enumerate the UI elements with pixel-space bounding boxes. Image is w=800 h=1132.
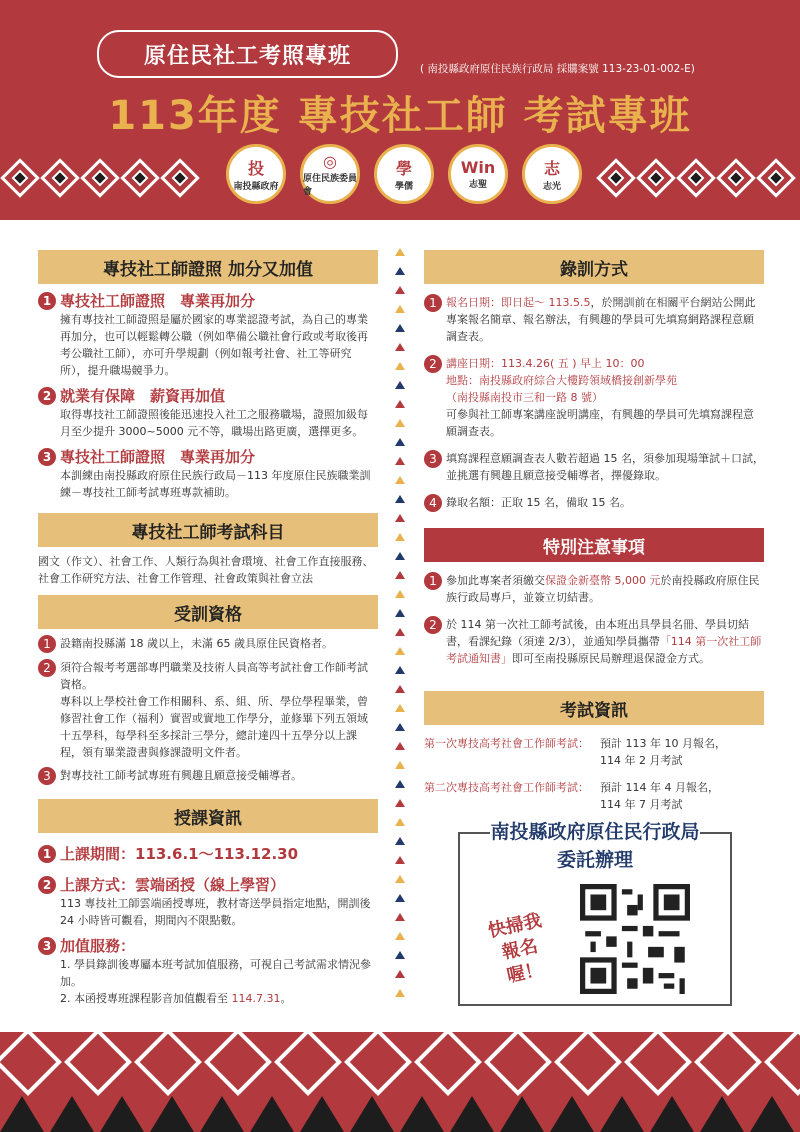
note-item: 1 參加此專案者須繳交保證金新臺幣 5,000 元於南投縣政府原住民族行政局專戶，並簽立切結書。 (424, 572, 764, 606)
note-item: 2 於 114 第一次社工師考試後，由本班出具學員名冊、學員切結書，看課紀錄（須達 2/3），並通知學員攜帶「114 第一次社工師考試通知書」即可至南投縣原民局辦理退保證金方式。 (424, 616, 764, 667)
admission-item: 3 填寫課程意願調查表人數若超過 15 名，須參加現場筆試＋口試，並挑選有興趣且願意接受輔導者，擇優錄取。 (424, 450, 764, 484)
left-column (38, 250, 378, 1007)
section-title-exam-info: 考試資訊 (424, 691, 764, 725)
xueru-logo: 學 學儒 (374, 144, 434, 204)
sponsor-logos (226, 144, 582, 204)
course-item: 3 加值服務： 1. 學員錄訓後專屬本班考試加值服務，可視自己考試需求情況參加。 2. 本函授專班課程影音加值觀看至 114.7.31。 (38, 935, 378, 1007)
qr-code[interactable] (580, 884, 690, 994)
section-title-eligibility: 受訓資格 (38, 595, 378, 629)
number-badge: 2 (38, 387, 56, 405)
right-diamond-pattern (596, 150, 796, 206)
registration-box (458, 821, 732, 1006)
benefit-item: 2 就業有保障 薪資再加值 取得專技社工師證照後能迅速投入社工之服務職場，證照加級每月至少提升 3000~5000 元不等，職場出路更廣，選擇更多。 (38, 385, 378, 440)
nantou-county-logo: 投 南投縣政府 (226, 144, 286, 204)
exam-schedule-row: 第一次專技高考社會工作師考試： 預計 113 年 10 月報名， 114 年 2 月考試 (424, 737, 726, 767)
course-item: 1 上課期間：113.6.1～113.12.30 (38, 843, 378, 864)
number-badge: 3 (38, 448, 56, 466)
program-pill-title: 原住民社工考照專班 (97, 30, 398, 78)
zhiguang-logo: 志 志光 (522, 144, 582, 204)
admission-item: 1 報名日期：即日起～ 113.5.5，於開訓前在相關平台網站公開此專案報名簡章、報名辦法，有興趣的學員可先填寫網路課程意願調查表。 (424, 294, 764, 345)
section-title-notes: 特別注意事項 (424, 528, 764, 562)
zhisheng-logo: Win 志聖 (448, 144, 508, 204)
benefit-item: 1 專技社工師證照 專業再加分 擁有專技社工師證照是屬於國家的專業認證考試，為自己的專業再加分，也可以輕鬆轉公職（例如準備公職社會行政或考取後再考公職社工師），亦可升學規劃（例如報考社會、社工等研究所），提升職場競爭力。 (38, 290, 378, 379)
procurement-note: ( 南投縣政府原住民族行政局 採購案號 113-23-01-002-E) (420, 63, 695, 75)
header-banner (0, 0, 800, 220)
main-title: 113年度 專技社工師 考試專班 (108, 93, 692, 139)
number-badge: 1 (38, 292, 56, 310)
admission-item: 4 錄取名額：正取 15 名，備取 15 名。 (424, 494, 764, 512)
exam-schedule-row: 第二次專技高考社會工作師考試： 預計 114 年 4 月報名， 114 年 7 月考試 (424, 781, 719, 811)
scan-prompt: 快掃我報名喔！ (486, 910, 545, 987)
eligibility-item: 1 設籍南投縣滿 18 歲以上，未滿 65 歲具原住民資格者。 (38, 635, 378, 653)
section-title-course-info: 授課資訊 (38, 799, 378, 833)
eligibility-item: 2 須符合報考考選部專門職業及技術人員高等考試社會工作師考試資格。 (38, 659, 378, 693)
footer-pattern (0, 1032, 800, 1132)
admission-item: 2 講座日期：113.4.26( 五 ) 早上 10：00 地點：南投縣政府綜合大樓跨領域橋接創新學苑 （南投縣南投市三和一路 8 號） 可參與社工師專案講座說明講座，有興趣的學員可先填寫課程意願調查表。 (424, 355, 764, 440)
section-title-benefits: 專技社工師證照 加分又加值 (38, 250, 378, 284)
eligibility-detail: 專科以上學校社會工作相關科、系、組、所、學位學程畢業，曾修習社會工作（福利）實習或實地工作學分，並修畢下列五領域十五學科，每學科至多採計三學分，總計達四十五學分以上課程，領有畢業證書與修課證明文件者。 (60, 695, 368, 759)
section-title-subjects: 專技社工師考試科目 (38, 513, 378, 547)
commission-title: 南投縣政府原住民行政局委託辦理 (490, 818, 700, 874)
section-title-admission: 錄訓方式 (424, 250, 764, 284)
triangle-divider (395, 248, 407, 1008)
benefit-item: 3 專技社工師證照 專業再加分 本訓練由南投縣政府原住民族行政局－113 年度原住民族職業訓練－專技社工師考試專班專款補助。 (38, 446, 378, 501)
indigenous-council-logo: ◎ 原住民族委員會 (300, 144, 360, 204)
right-column (424, 250, 764, 813)
exam-subjects-text: 國文（作文）、社會工作、人類行為與社會環境、社會工作直接服務、社會工作研究方法、社會工作管理、社會政策與社會立法 (38, 555, 374, 585)
left-diamond-pattern (0, 150, 200, 206)
course-item: 2 上課方式：雲端函授（線上學習） 113 專技社工師雲端函授專班，教材寄送學員指定地點，開訓後 24 小時皆可觀看，期間內不限點數。 (38, 874, 378, 929)
eligibility-item: 3 對專技社工師考試專班有興趣且願意接受輔導者。 (38, 767, 378, 785)
